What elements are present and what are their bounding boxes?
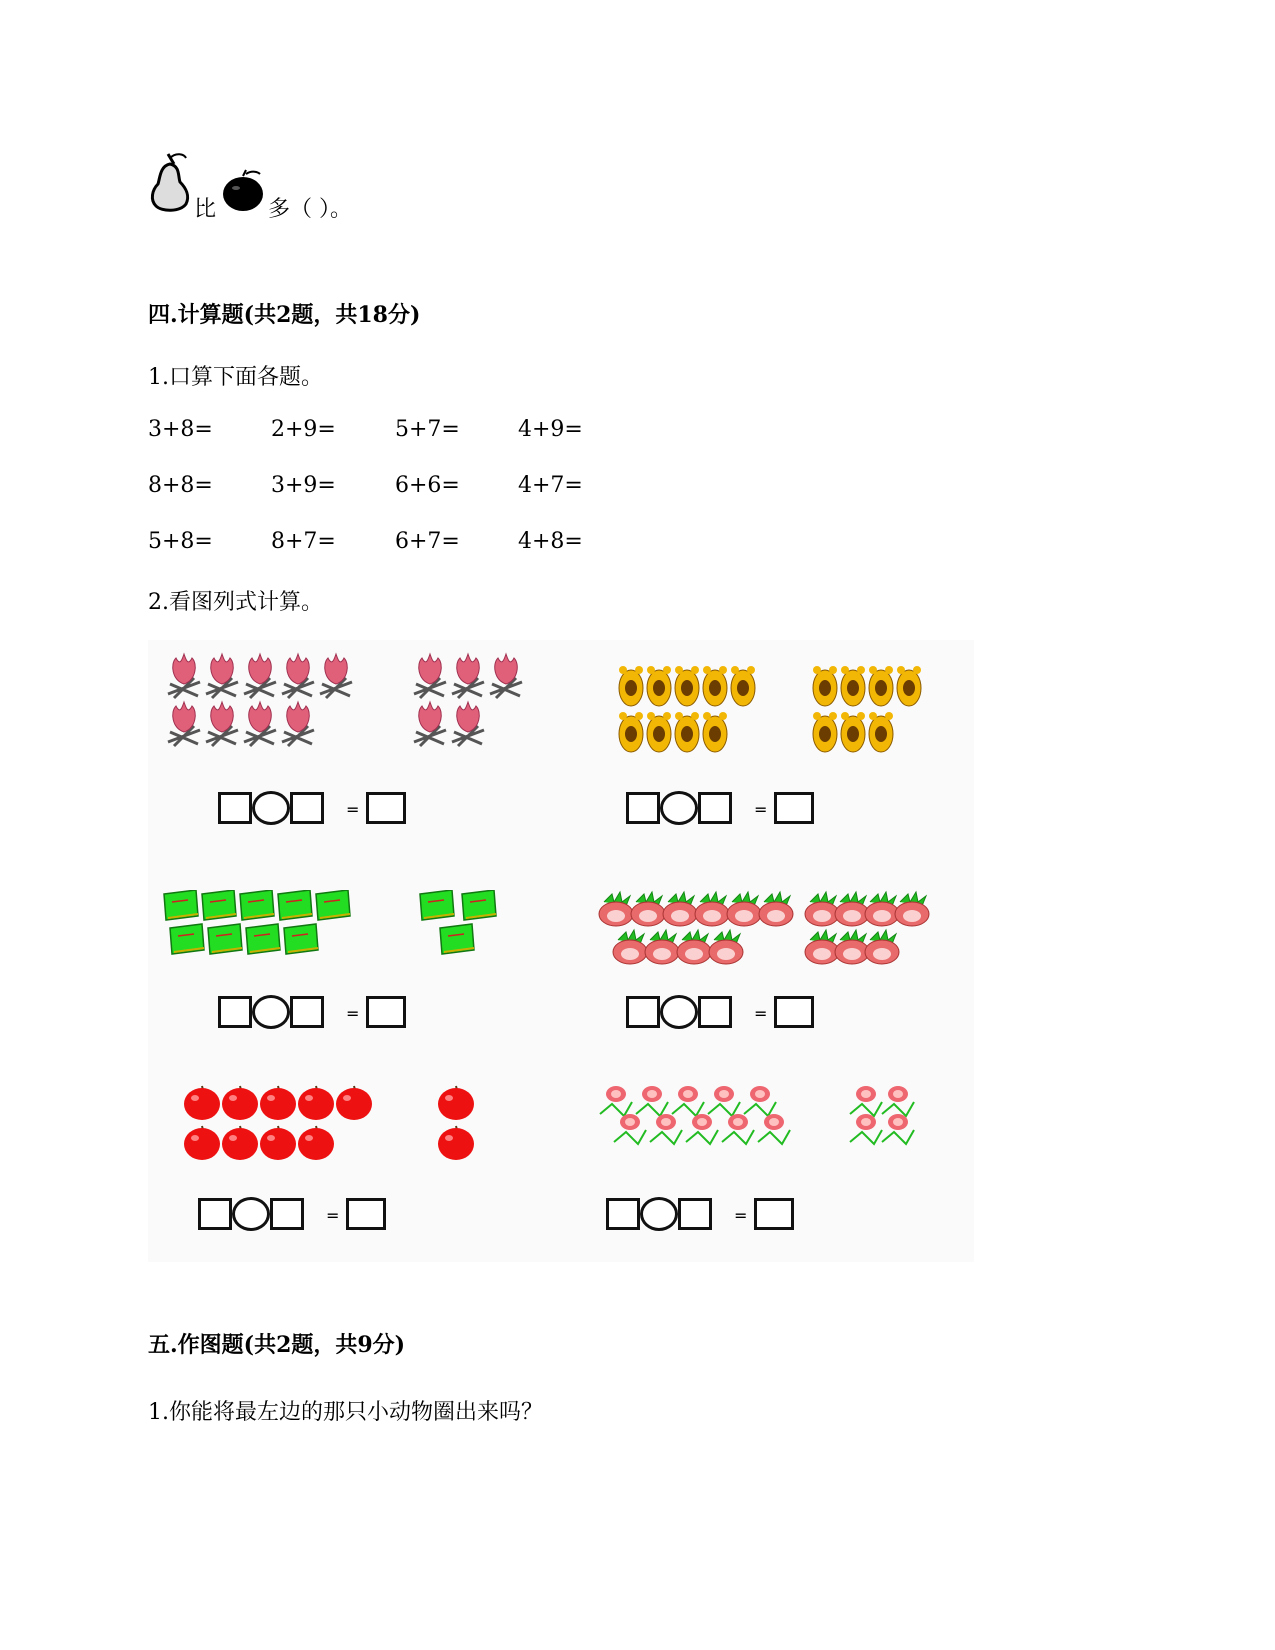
- apple-icon: [438, 1126, 474, 1160]
- equals-sign: =: [754, 800, 768, 819]
- section5-heading: 五.作图题(共2题，共9分): [148, 1332, 406, 1358]
- operator-circle[interactable]: [640, 1197, 678, 1231]
- flower-icon: [452, 702, 484, 746]
- result-box[interactable]: [366, 996, 406, 1028]
- flower-icon: [244, 702, 276, 746]
- calc-r2-c1: 8+7=: [271, 529, 336, 554]
- answer-box[interactable]: [626, 792, 660, 824]
- apple-icon: [184, 1086, 220, 1120]
- radish-icon: [709, 930, 743, 964]
- bear-icon: [841, 712, 865, 752]
- flower-icon: [168, 654, 200, 698]
- equals-sign: =: [346, 800, 360, 819]
- picture-panel: [148, 640, 974, 1262]
- bear-icon: [703, 666, 727, 706]
- compare-line: [148, 150, 548, 220]
- book-icon: [420, 890, 454, 920]
- radish-icon: [895, 892, 929, 926]
- flower-icon: [282, 702, 314, 746]
- book-icon: [440, 924, 474, 954]
- flower-icon: [282, 654, 314, 698]
- rose-icon: [708, 1086, 740, 1116]
- bear-icon: [647, 666, 671, 706]
- apple-icon: [220, 168, 266, 212]
- flower-group-right: [410, 650, 540, 750]
- bear-icon: [619, 666, 643, 706]
- radish-icon: [759, 892, 793, 926]
- radish-icon: [805, 892, 839, 926]
- equals-sign: =: [326, 1206, 340, 1225]
- apple-icon: [222, 1086, 258, 1120]
- book-icon: [240, 890, 274, 920]
- section4-heading: 四.计算题(共2题，共18分): [148, 302, 421, 328]
- book-icon: [208, 924, 242, 954]
- operator-circle[interactable]: [252, 995, 290, 1029]
- result-box[interactable]: [774, 996, 814, 1028]
- book-icon: [164, 890, 198, 920]
- rose-icon: [672, 1086, 704, 1116]
- answer-box[interactable]: [198, 1198, 232, 1230]
- flower-icon: [414, 654, 446, 698]
- apple-group-right: [438, 1080, 488, 1170]
- apple-icon: [260, 1126, 296, 1160]
- rose-icon: [882, 1086, 914, 1116]
- compare-tail: 多（ ）。: [268, 197, 352, 222]
- calc-r0-c0: 3+8=: [148, 417, 213, 442]
- answer-box[interactable]: [218, 996, 252, 1028]
- radish-icon: [835, 892, 869, 926]
- calc-r0-c1: 2+9=: [271, 417, 336, 442]
- answer-box[interactable]: [698, 792, 732, 824]
- flower-icon: [414, 702, 446, 746]
- section5-q1: 1.你能将最左边的那只小动物圈出来吗？: [148, 1400, 543, 1425]
- calc-r0-c2: 5+7=: [395, 417, 460, 442]
- flower-icon: [244, 654, 276, 698]
- rose-icon: [686, 1114, 718, 1144]
- rose-group-right: [848, 1080, 938, 1170]
- answer-box[interactable]: [290, 792, 324, 824]
- flower-icon: [490, 654, 522, 698]
- radish-icon: [805, 930, 839, 964]
- book-icon: [462, 890, 496, 920]
- answer-box[interactable]: [698, 996, 732, 1028]
- rose-icon: [600, 1086, 632, 1116]
- answer-box[interactable]: [678, 1198, 712, 1230]
- radish-icon: [677, 930, 711, 964]
- radish-icon: [613, 930, 647, 964]
- radish-icon: [645, 930, 679, 964]
- bear-icon: [869, 712, 893, 752]
- book-icon: [246, 924, 280, 954]
- bear-icon: [675, 712, 699, 752]
- result-box[interactable]: [366, 792, 406, 824]
- calc-r2-c2: 6+7=: [395, 529, 460, 554]
- flower-icon: [168, 702, 200, 746]
- apple-icon: [298, 1126, 334, 1160]
- rose-icon: [614, 1114, 646, 1144]
- rose-icon: [882, 1114, 914, 1144]
- answer-box[interactable]: [290, 996, 324, 1028]
- rose-icon: [722, 1114, 754, 1144]
- answer-box[interactable]: [626, 996, 660, 1028]
- radish-icon: [835, 930, 869, 964]
- apple-icon: [222, 1126, 258, 1160]
- answer-box[interactable]: [606, 1198, 640, 1230]
- section4-q1: 1.口算下面各题。: [148, 365, 323, 390]
- rose-group-left: [598, 1080, 798, 1170]
- bear-icon: [619, 712, 643, 752]
- result-box[interactable]: [774, 792, 814, 824]
- radish-icon: [631, 892, 665, 926]
- book-icon: [316, 890, 350, 920]
- flower-group-left: [164, 650, 374, 750]
- book-group-right: [418, 890, 508, 970]
- radish-icon: [663, 892, 697, 926]
- calc-r1-c3: 4+7=: [518, 473, 583, 498]
- rose-icon: [650, 1114, 682, 1144]
- flower-icon: [320, 654, 352, 698]
- radish-icon: [727, 892, 761, 926]
- rose-icon: [636, 1086, 668, 1116]
- calc-r2-c3: 4+8=: [518, 529, 583, 554]
- equals-sign: =: [346, 1004, 360, 1023]
- apple-icon: [336, 1086, 372, 1120]
- bear-group-right: [812, 662, 932, 762]
- section4-q2: 2.看图列式计算。: [148, 590, 323, 615]
- radish-icon: [865, 930, 899, 964]
- radish-icon: [865, 892, 899, 926]
- book-icon: [278, 890, 312, 920]
- bear-icon: [841, 666, 865, 706]
- operator-circle[interactable]: [660, 791, 698, 825]
- operator-circle[interactable]: [232, 1197, 270, 1231]
- flower-icon: [206, 702, 238, 746]
- flower-icon: [452, 654, 484, 698]
- apple-icon: [184, 1126, 220, 1160]
- equals-sign: =: [754, 1004, 768, 1023]
- book-group-left: [162, 890, 362, 970]
- bear-icon: [869, 666, 893, 706]
- bear-icon: [647, 712, 671, 752]
- compare-word-bi: 比: [194, 197, 217, 222]
- radish-icon: [695, 892, 729, 926]
- result-box[interactable]: [754, 1198, 794, 1230]
- rose-icon: [850, 1114, 882, 1144]
- calc-r0-c3: 4+9=: [518, 417, 583, 442]
- rose-icon: [758, 1114, 790, 1144]
- operator-circle[interactable]: [252, 791, 290, 825]
- calc-r1-c2: 6+6=: [395, 473, 460, 498]
- calc-r2-c0: 5+8=: [148, 529, 213, 554]
- apple-icon: [298, 1086, 334, 1120]
- operator-circle[interactable]: [660, 995, 698, 1029]
- book-icon: [284, 924, 318, 954]
- flower-icon: [206, 654, 238, 698]
- book-icon: [202, 890, 236, 920]
- apple-icon: [260, 1086, 296, 1120]
- apple-icon: [438, 1086, 474, 1120]
- bear-group-left: [618, 662, 768, 762]
- equals-sign: =: [734, 1206, 748, 1225]
- calc-r1-c0: 8+8=: [148, 473, 213, 498]
- answer-box[interactable]: [270, 1198, 304, 1230]
- bear-icon: [703, 712, 727, 752]
- result-box[interactable]: [346, 1198, 386, 1230]
- calc-r1-c1: 3+9=: [271, 473, 336, 498]
- bear-icon: [813, 712, 837, 752]
- rose-icon: [744, 1086, 776, 1116]
- radish-group-left: [598, 890, 798, 980]
- bear-icon: [897, 666, 921, 706]
- radish-icon: [599, 892, 633, 926]
- book-icon: [170, 924, 204, 954]
- apple-group-left: [184, 1080, 384, 1170]
- bear-icon: [675, 666, 699, 706]
- answer-box[interactable]: [218, 792, 252, 824]
- bear-icon: [813, 666, 837, 706]
- rose-icon: [850, 1086, 882, 1116]
- pear-icon: [148, 150, 192, 212]
- radish-group-right: [804, 890, 934, 980]
- bear-icon: [731, 666, 755, 706]
